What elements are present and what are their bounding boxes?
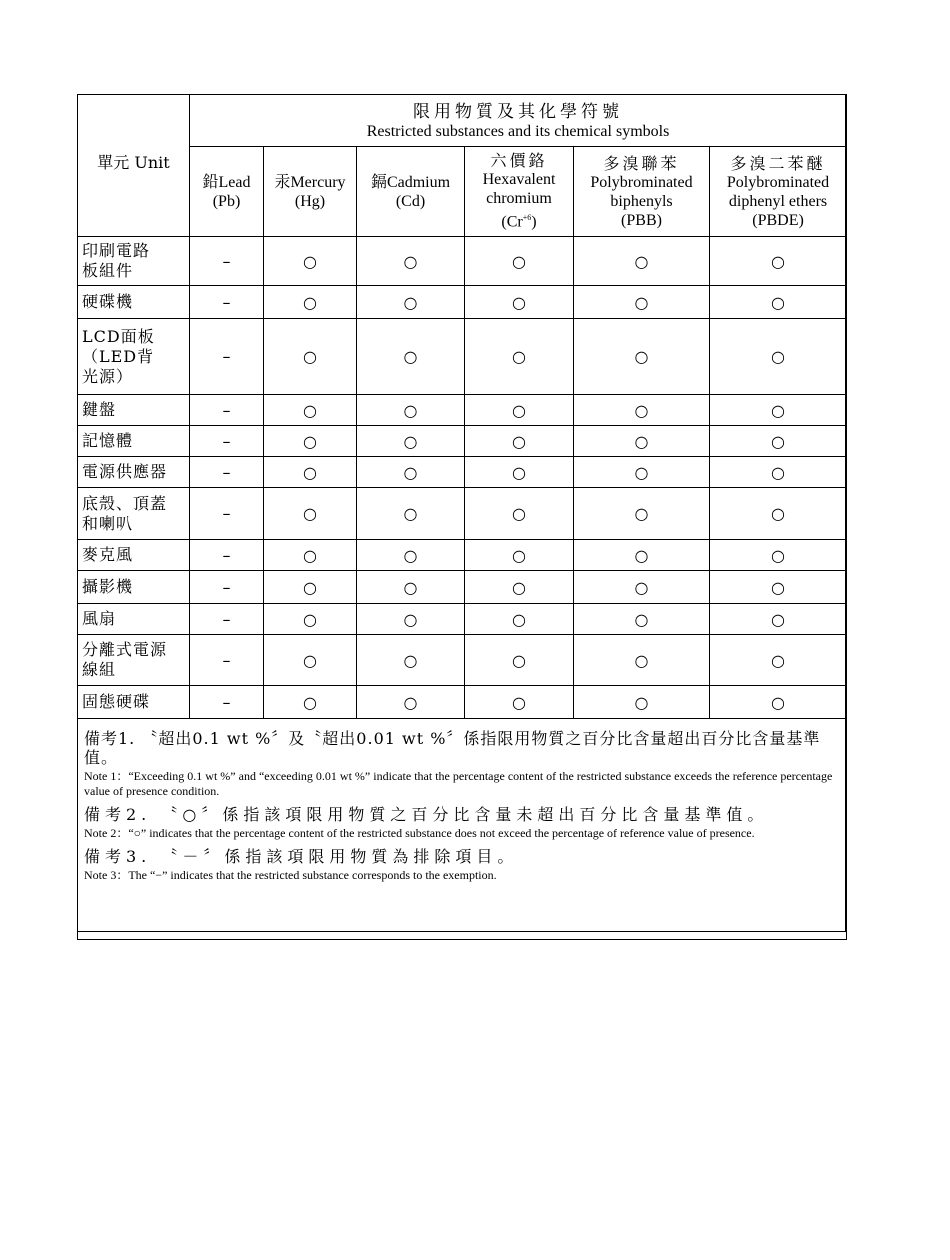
cell-mercury <box>264 395 357 426</box>
not-exceeded-mark: ○ <box>303 504 317 523</box>
cell-mercury <box>264 686 357 719</box>
exemption-mark: – <box>222 400 231 420</box>
row-label <box>78 426 190 457</box>
table-row <box>78 635 847 686</box>
cell-lead <box>190 604 264 635</box>
not-exceeded-mark: ○ <box>512 347 526 366</box>
cell-hexavalent-chromium <box>465 635 574 686</box>
not-exceeded-mark: ○ <box>771 692 785 712</box>
row-label-line: 和喇叭 <box>82 513 134 533</box>
cell-hexavalent-chromium <box>465 395 574 426</box>
col-header-pbde-symbol: (PBDE) <box>752 211 804 229</box>
row-label-line: 攝影機 <box>82 577 134 596</box>
exemption-mark: – <box>222 347 231 366</box>
cell-hexavalent-chromium <box>465 686 574 719</box>
col-header-hexavalent-chromium-en1: Hexavalent <box>482 171 556 189</box>
col-header-hexavalent-chromium-symbol <box>465 208 573 231</box>
not-exceeded-mark: ○ <box>512 292 526 312</box>
col-header-hexavalent-chromium-en2: chromium <box>486 190 552 208</box>
cell-mercury <box>264 571 357 604</box>
col-header-hexavalent-chromium-zh: 六價鉻 <box>490 151 548 171</box>
cell-pbde <box>710 686 847 719</box>
row-label-line: 線組 <box>82 660 117 679</box>
table-row <box>78 488 847 540</box>
not-exceeded-mark: ○ <box>634 347 649 366</box>
not-exceeded-mark: ○ <box>512 504 526 523</box>
cell-pbb <box>574 686 710 719</box>
table-row <box>78 395 847 426</box>
not-exceeded-mark: ○ <box>403 431 418 451</box>
not-exceeded-mark: ○ <box>634 692 649 712</box>
row-label-line: 麥克風 <box>82 545 134 564</box>
cell-lead <box>190 686 264 719</box>
col-header-pbb-en2: biphenyls <box>610 192 673 210</box>
cell-pbb <box>574 540 710 571</box>
cell-hexavalent-chromium <box>465 237 574 286</box>
not-exceeded-mark: ○ <box>303 400 317 420</box>
col-header-hexavalent-chromium <box>465 147 574 237</box>
cell-cadmium <box>357 426 465 457</box>
row-label <box>78 604 190 635</box>
row-label-line: 風扇 <box>82 609 117 628</box>
row-label-line: 分離式電源 <box>82 640 168 659</box>
not-exceeded-mark: ○ <box>512 609 526 629</box>
not-exceeded-mark: ○ <box>771 251 785 271</box>
cell-lead <box>190 488 264 540</box>
restricted-substances-table <box>77 94 847 940</box>
notes-cell <box>78 719 847 940</box>
table-row <box>78 540 847 571</box>
not-exceeded-mark: ○ <box>403 400 418 420</box>
exemption-mark: – <box>222 545 231 565</box>
cr-close: ) <box>531 213 537 231</box>
header-row-title <box>78 95 847 147</box>
cell-pbde <box>710 286 847 319</box>
row-label <box>78 395 190 426</box>
cell-hexavalent-chromium <box>465 457 574 488</box>
cell-pbde <box>710 635 847 686</box>
cell-pbde <box>710 540 847 571</box>
cell-pbb <box>574 395 710 426</box>
cr-symbol: (Cr <box>501 213 523 231</box>
not-exceeded-mark: ○ <box>303 347 317 366</box>
not-exceeded-mark: ○ <box>771 609 785 629</box>
row-label-line: 光源） <box>82 366 134 386</box>
col-header-pbde-en1: Polybrominated <box>726 173 830 191</box>
exemption-mark: – <box>222 692 231 712</box>
note-3-en: Note 3：The “−” indicates that the restricted substance corresponds to the exemption. <box>84 868 497 882</box>
not-exceeded-mark: ○ <box>512 431 526 451</box>
note-3-zh: 備考3. 〝－〞係指該項限用物質為排除項目。 <box>84 847 519 866</box>
notes-row <box>78 719 847 940</box>
row-label <box>78 237 190 286</box>
cell-lead <box>190 571 264 604</box>
not-exceeded-mark: ○ <box>634 609 649 629</box>
cell-cadmium <box>357 395 465 426</box>
cell-mercury <box>264 457 357 488</box>
not-exceeded-mark: ○ <box>634 292 649 312</box>
cell-cadmium <box>357 319 465 395</box>
cell-pbde <box>710 571 847 604</box>
not-exceeded-mark: ○ <box>634 650 649 670</box>
cell-pbb <box>574 319 710 395</box>
col-header-pbb-en1: Polybrominated <box>590 173 693 191</box>
cell-lead <box>190 319 264 395</box>
not-exceeded-mark: ○ <box>771 650 785 670</box>
not-exceeded-mark: ○ <box>634 577 649 597</box>
row-label-line: 固態硬碟 <box>82 692 151 711</box>
col-header-pbb-zh: 多溴聯苯 <box>603 153 680 173</box>
table-row <box>78 319 847 395</box>
cell-cadmium <box>357 540 465 571</box>
cell-lead <box>190 426 264 457</box>
cell-mercury <box>264 237 357 286</box>
cell-pbde <box>710 237 847 286</box>
cell-pbde <box>710 395 847 426</box>
cr-charge: +6 <box>522 213 532 223</box>
not-exceeded-mark: ○ <box>403 545 418 565</box>
not-exceeded-mark: ○ <box>634 504 649 523</box>
not-exceeded-mark: ○ <box>771 292 785 312</box>
not-exceeded-mark: ○ <box>512 650 526 670</box>
not-exceeded-mark: ○ <box>403 609 418 629</box>
row-label-line: 印刷電路 <box>82 241 151 260</box>
not-exceeded-mark: ○ <box>303 692 317 712</box>
not-exceeded-mark: ○ <box>771 431 785 451</box>
not-exceeded-mark: ○ <box>403 347 418 366</box>
cell-cadmium <box>357 571 465 604</box>
not-exceeded-mark: ○ <box>634 431 649 451</box>
not-exceeded-mark: ○ <box>512 251 526 271</box>
not-exceeded-mark: ○ <box>512 577 526 597</box>
row-label <box>78 286 190 319</box>
cell-pbb <box>574 237 710 286</box>
exemption-mark: – <box>222 609 231 629</box>
cell-mercury <box>264 426 357 457</box>
not-exceeded-mark: ○ <box>303 292 317 312</box>
not-exceeded-mark: ○ <box>771 504 785 523</box>
row-label <box>78 457 190 488</box>
row-label <box>78 488 190 540</box>
not-exceeded-mark: ○ <box>634 545 649 565</box>
cell-pbde <box>710 426 847 457</box>
exemption-mark: – <box>222 251 231 271</box>
row-label-line: LCD面板 <box>82 326 155 346</box>
cell-mercury <box>264 540 357 571</box>
not-exceeded-mark: ○ <box>303 462 317 482</box>
col-header-pbb <box>574 147 710 237</box>
exemption-mark: – <box>222 292 231 312</box>
not-exceeded-mark: ○ <box>303 431 317 451</box>
col-header-mercury-symbol: (Hg) <box>294 192 326 210</box>
row-label <box>78 686 190 719</box>
header-row-substances <box>78 147 847 237</box>
not-exceeded-mark: ○ <box>303 251 317 271</box>
not-exceeded-mark: ○ <box>512 462 526 482</box>
not-exceeded-mark: ○ <box>403 650 418 670</box>
not-exceeded-mark: ○ <box>771 462 785 482</box>
not-exceeded-mark: ○ <box>634 400 649 420</box>
cell-cadmium <box>357 457 465 488</box>
cell-lead <box>190 286 264 319</box>
cell-hexavalent-chromium <box>465 571 574 604</box>
cell-pbde <box>710 319 847 395</box>
not-exceeded-mark: ○ <box>512 692 526 712</box>
col-header-lead-name: 鉛Lead <box>202 173 251 191</box>
not-exceeded-mark: ○ <box>512 400 526 420</box>
cell-hexavalent-chromium <box>465 286 574 319</box>
col-header-pbde <box>710 147 847 237</box>
cell-mercury <box>264 286 357 319</box>
col-header-mercury <box>264 147 357 237</box>
row-label-line: 鍵盤 <box>82 400 117 419</box>
table-row <box>78 571 847 604</box>
not-exceeded-mark: ○ <box>303 650 317 670</box>
not-exceeded-mark: ○ <box>634 462 649 482</box>
not-exceeded-mark: ○ <box>403 504 418 523</box>
col-header-cadmium-symbol: (Cd) <box>395 192 426 210</box>
col-header-lead <box>190 147 264 237</box>
substances-title-zh: 限用物質及其化學符號 <box>413 101 624 122</box>
not-exceeded-mark: ○ <box>403 577 418 597</box>
not-exceeded-mark: ○ <box>303 545 317 565</box>
cell-cadmium <box>357 286 465 319</box>
cell-cadmium <box>357 488 465 540</box>
exemption-mark: – <box>222 504 231 523</box>
note-2-en: Note 2：“○” indicates that the percentage content of the restricted substance does not exceed the percentage of reference value of presence. <box>84 826 755 840</box>
cell-cadmium <box>357 686 465 719</box>
row-label <box>78 319 190 395</box>
not-exceeded-mark: ○ <box>303 577 317 597</box>
note-1-en: Note 1：“Exceeding 0.1 wt %” and “exceeding 0.01 wt %” indicate that the percentage content of the restricted substance exceeds the reference percentage value of presence condition. <box>84 769 833 798</box>
cell-cadmium <box>357 635 465 686</box>
table-row <box>78 457 847 488</box>
cell-hexavalent-chromium <box>465 426 574 457</box>
cell-pbb <box>574 635 710 686</box>
cell-pbde <box>710 604 847 635</box>
table-row <box>78 686 847 719</box>
table-row <box>78 426 847 457</box>
cell-mercury <box>264 604 357 635</box>
not-exceeded-mark: ○ <box>771 400 785 420</box>
col-header-pbde-zh: 多溴二苯醚 <box>730 153 826 173</box>
col-header-pbde-en2: diphenyl ethers <box>728 192 828 210</box>
row-label <box>78 571 190 604</box>
row-label <box>78 540 190 571</box>
row-label-line: 底殼、頂蓋 <box>82 493 168 513</box>
not-exceeded-mark: ○ <box>403 251 418 271</box>
substances-title-en: Restricted substances and its chemical symbols <box>366 122 670 140</box>
cell-hexavalent-chromium <box>465 319 574 395</box>
exemption-mark: – <box>222 650 231 670</box>
not-exceeded-mark: ○ <box>771 545 785 565</box>
table-row <box>78 604 847 635</box>
exemption-mark: – <box>222 462 231 482</box>
table-row <box>78 237 847 286</box>
cell-pbde <box>710 457 847 488</box>
not-exceeded-mark: ○ <box>403 692 418 712</box>
note-2-zh: 備考2. 〝○〞係指該項限用物質之百分比含量未超出百分比含量基準值。 <box>84 805 769 824</box>
cell-mercury <box>264 635 357 686</box>
cell-pbb <box>574 488 710 540</box>
cell-hexavalent-chromium <box>465 604 574 635</box>
cell-pbb <box>574 571 710 604</box>
col-header-mercury-name: 汞Mercury <box>274 173 346 191</box>
cell-mercury <box>264 319 357 395</box>
cell-cadmium <box>357 604 465 635</box>
col-header-cadmium-name: 鎘Cadmium <box>370 173 451 191</box>
table-row <box>78 286 847 319</box>
row-label-line: 板組件 <box>82 261 134 280</box>
cell-pbb <box>574 604 710 635</box>
cell-lead <box>190 237 264 286</box>
row-label-line: 電源供應器 <box>82 462 168 481</box>
cell-hexavalent-chromium <box>465 540 574 571</box>
not-exceeded-mark: ○ <box>403 292 418 312</box>
cell-mercury <box>264 488 357 540</box>
col-header-lead-symbol: (Pb) <box>212 192 241 210</box>
cell-pbb <box>574 286 710 319</box>
substances-title-cell <box>190 95 847 147</box>
row-label-line: 硬碟機 <box>82 292 134 311</box>
row-label-line: （LED背 <box>82 346 155 366</box>
unit-header: 單元 Unit <box>78 95 190 237</box>
not-exceeded-mark: ○ <box>634 251 649 271</box>
not-exceeded-mark: ○ <box>303 609 317 629</box>
not-exceeded-mark: ○ <box>512 545 526 565</box>
not-exceeded-mark: ○ <box>771 577 785 597</box>
cell-lead <box>190 457 264 488</box>
not-exceeded-mark: ○ <box>771 347 785 366</box>
row-label <box>78 635 190 686</box>
cell-lead <box>190 540 264 571</box>
cell-hexavalent-chromium <box>465 488 574 540</box>
cell-lead <box>190 635 264 686</box>
cell-pbb <box>574 426 710 457</box>
cell-pbde <box>710 488 847 540</box>
exemption-mark: – <box>222 431 231 451</box>
cell-cadmium <box>357 237 465 286</box>
cell-lead <box>190 395 264 426</box>
row-label-line: 記憶體 <box>82 431 134 450</box>
exemption-mark: – <box>222 577 231 597</box>
note-1-zh: 備考1. 〝超出0.1 wt %〞及〝超出0.01 wt %〞係指限用物質之百分比含量超出百分比含量基準值。 <box>84 729 821 767</box>
cell-pbb <box>574 457 710 488</box>
col-header-cadmium <box>357 147 465 237</box>
col-header-pbb-symbol: (PBB) <box>621 211 662 229</box>
not-exceeded-mark: ○ <box>403 462 418 482</box>
